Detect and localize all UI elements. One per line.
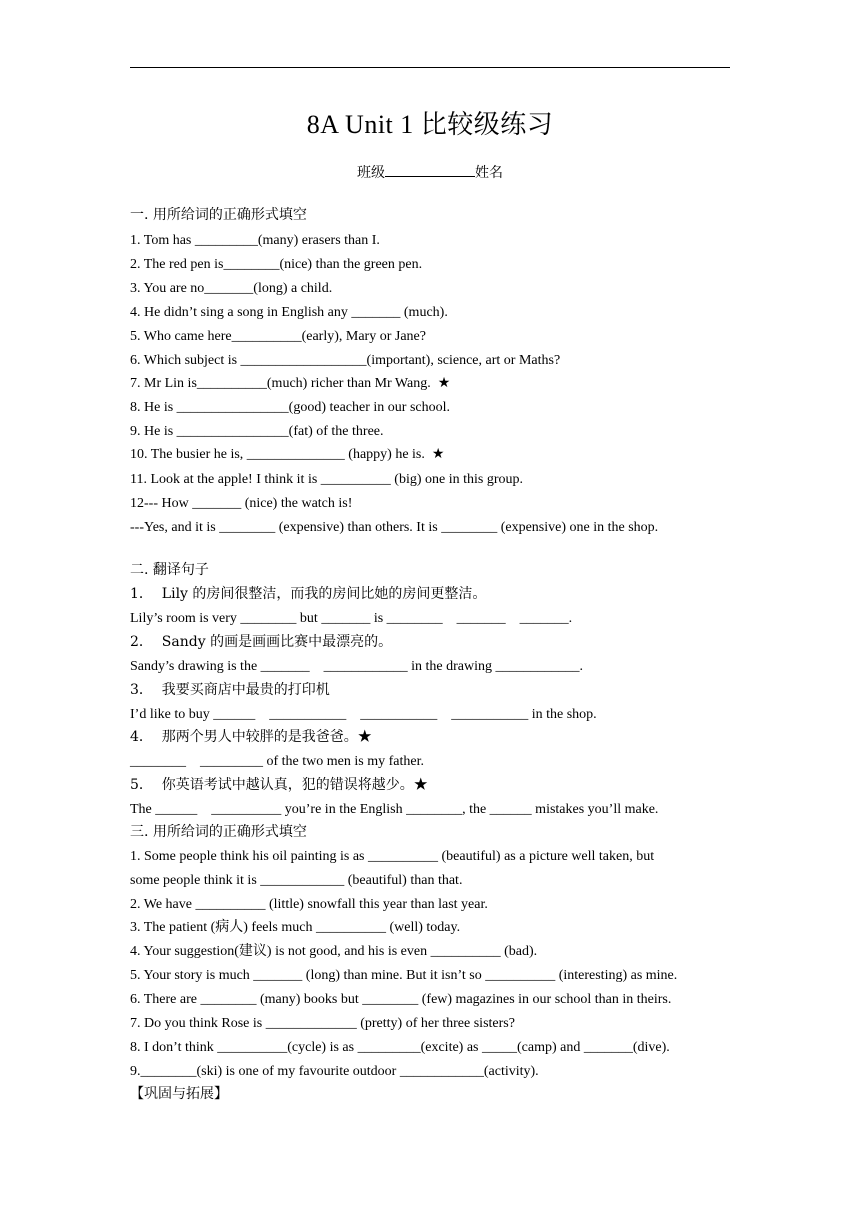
exercise-line: 11. Look at the apple! I think it is __________ (big) one in this group.: [130, 472, 523, 487]
exercise-line: 1. Tom has _________(many) erasers than I.: [130, 233, 380, 248]
exercise-line: 4. Your suggestion(建议) is not good, and his is even __________ (bad).: [130, 944, 538, 959]
page-title: 8A Unit 1 比较级练习: [306, 110, 554, 139]
translation-prompt: 5． 你英语考试中越认真，犯的错误将越少。★: [130, 777, 428, 793]
exercise-line: 7. Do you think Rose is _____________ (pretty) of her three sisters?: [130, 1016, 515, 1031]
exercise-line: 10. The busier he is, ______________ (happy) he is. ★: [130, 447, 445, 462]
class-blank[interactable]: [385, 176, 475, 177]
exercise-line: 9. He is ________________(fat) of the three.: [130, 424, 384, 439]
translation-answer: Lily’s room is very ________ but _______ is ________ _______ _______.: [130, 611, 573, 626]
exercise-line: 6. Which subject is __________________(important), science, art or Maths?: [130, 353, 561, 368]
exercise-line: 3. You are no_______(long) a child.: [130, 281, 333, 296]
exercise-line: 8. He is ________________(good) teacher in our school.: [130, 400, 450, 415]
translation-prompt: 3． 我要买商店中最贵的打印机: [130, 682, 330, 698]
translation-prompt: 4． 那两个男人中较胖的是我爸爸。★: [130, 729, 372, 745]
exercise-line: 3. The patient (病人) feels much __________ (well) today.: [130, 920, 461, 935]
exercise-line: ---Yes, and it is ________ (expensive) than others. It is ________ (expensive) one in the shop.: [130, 520, 659, 535]
translation-prompt: 2． Sandy 的画是画画比赛中最漂亮的。: [130, 634, 393, 650]
exercise-line: 5. Who came here__________(early), Mary or Jane?: [130, 329, 426, 344]
exercise-line: 1. Some people think his oil painting is as __________ (beautiful) as a picture well taken, but: [130, 849, 655, 864]
class-name-line: [0, 162, 860, 182]
exercise-line: 9.________(ski) is one of my favourite outdoor ____________(activity).: [130, 1064, 539, 1079]
section1-heading: 一. 用所给词的正确形式填空: [130, 207, 307, 223]
translation-answer: Sandy’s drawing is the _______ ____________ in the drawing ____________.: [130, 659, 584, 674]
section3-heading: 三. 用所给词的正确形式填空: [130, 824, 307, 840]
exercise-line: 6. There are ________ (many) books but ________ (few) magazines in our school than in theirs.: [130, 992, 672, 1007]
class-label: 班级: [357, 166, 385, 181]
section2-heading: 二. 翻译句子: [130, 562, 209, 578]
header-rule: [130, 67, 730, 68]
exercise-line: 7. Mr Lin is__________(much) richer than Mr Wang. ★: [130, 376, 451, 391]
translation-prompt: 1． Lily 的房间很整洁，而我的房间比她的房间更整洁。: [130, 586, 487, 602]
exercise-line: 8. I don’t think __________(cycle) is as _________(excite) as _____(camp) and _______(dive).: [130, 1040, 670, 1055]
exercise-line: some people think it is ____________ (beautiful) than that.: [130, 873, 463, 888]
exercise-line: 2. We have __________ (little) snowfall this year than last year.: [130, 897, 488, 912]
exercise-line: 5. Your story is much _______ (long) than mine. But it isn’t so __________ (interesting) as mine.: [130, 968, 678, 983]
exercise-line: 12--- How _______ (nice) the watch is!: [130, 496, 353, 511]
name-label: 姓名: [475, 166, 503, 181]
consolidation-label: 【巩固与拓展】: [130, 1086, 228, 1102]
translation-answer: The ______ __________ you’re in the English ________, the ______ mistakes you’ll make.: [130, 802, 659, 817]
translation-answer: I’d like to buy ______ ___________ ___________ ___________ in the shop.: [130, 707, 597, 722]
exercise-line: 4. He didn’t sing a song in English any _______ (much).: [130, 305, 448, 320]
translation-answer: ________ _________ of the two men is my father.: [130, 754, 424, 769]
exercise-line: 2. The red pen is________(nice) than the green pen.: [130, 257, 423, 272]
